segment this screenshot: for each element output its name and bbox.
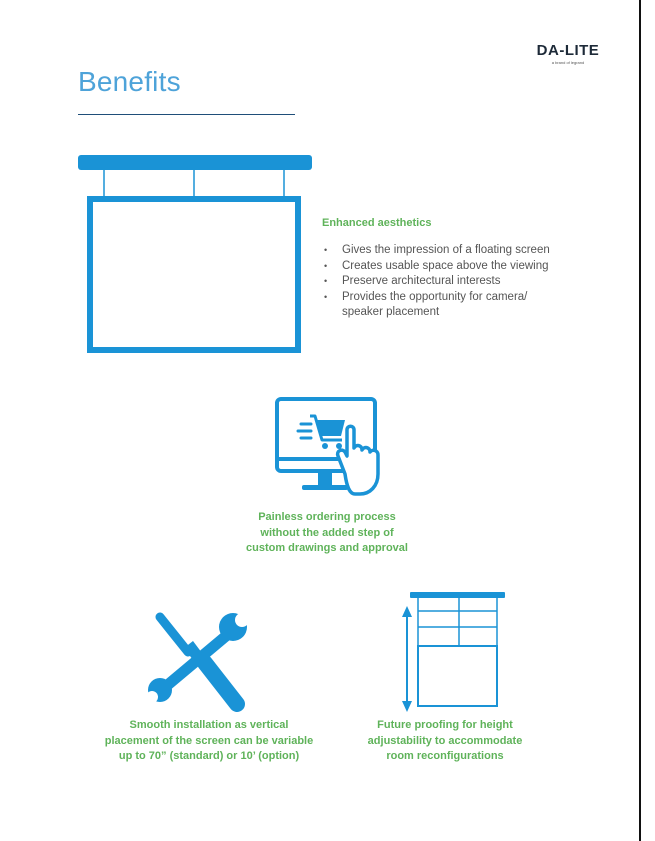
bullet-dot-icon: • bbox=[324, 291, 328, 302]
ordering-caption: Painless ordering process without the added step of custom drawings and approval bbox=[246, 511, 408, 554]
page-title: Benefits bbox=[78, 66, 181, 97]
installation-caption: Smooth installation as vertical placement of the screen can be variable up to 70” (standard) or 10’ (option) bbox=[104, 719, 314, 762]
aesthetics-heading: Enhanced aesthetics bbox=[322, 217, 432, 229]
bullet-dot-icon: • bbox=[324, 260, 328, 271]
bullet-dot-icon: • bbox=[324, 245, 328, 255]
bullet-item: • Provides the opportunity for camera/ bbox=[322, 290, 550, 306]
bullet-item: • Preserve architectural interests bbox=[322, 274, 550, 290]
bullet-item: • Creates usable space above the viewing bbox=[322, 259, 550, 275]
brand-name: DA-LITE bbox=[536, 42, 600, 59]
ceiling-rail bbox=[410, 592, 505, 598]
bullet-item-continued: speaker placement bbox=[342, 306, 440, 318]
screen-panel bbox=[418, 646, 497, 706]
future-proofing-caption: Future proofing for height adjustability to accommodate room reconfigurations bbox=[367, 719, 523, 762]
bullet-item: • Gives the impression of a floating screen bbox=[322, 243, 550, 259]
brand-tagline: a brand of legrand bbox=[551, 60, 585, 65]
height-arrow-icon bbox=[402, 606, 412, 712]
adjustment-grid bbox=[418, 598, 497, 646]
bullet-dot-icon: • bbox=[324, 276, 328, 286]
